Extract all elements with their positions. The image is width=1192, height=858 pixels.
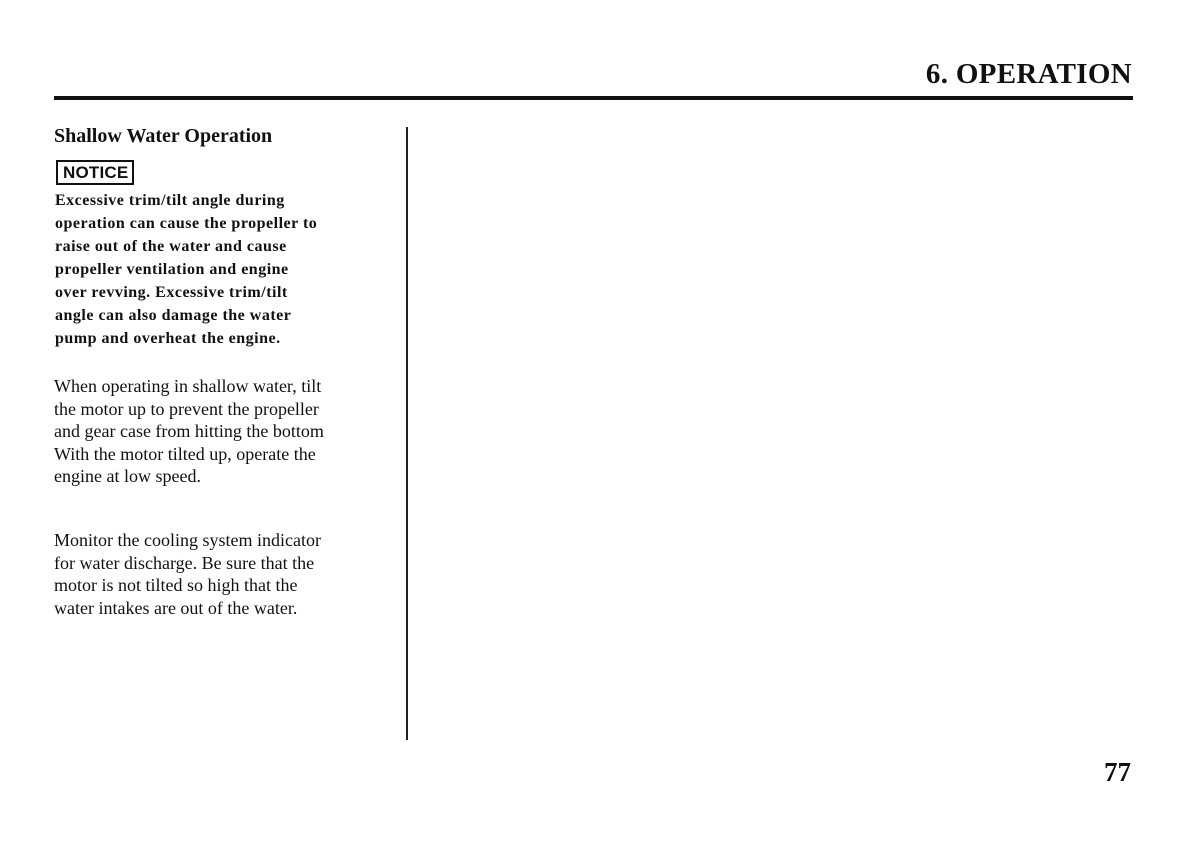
paragraph-line: With the motor tilted up, operate the	[54, 443, 316, 464]
section-title: 6. OPERATION	[925, 58, 1132, 90]
paragraph-line: the motor up to prevent the propeller	[54, 398, 319, 419]
paragraph-line: engine at low speed.	[54, 466, 201, 486]
subsection-heading: Shallow Water Operation	[54, 125, 273, 147]
paragraph-line: motor is not tilted so high that the	[54, 575, 298, 595]
paragraph-line: and gear case from hitting the bottom	[54, 421, 324, 441]
notice-line: Excessive trim/tilt angle during	[55, 192, 285, 209]
notice-line: over revving. Excessive trim/tilt	[55, 284, 288, 301]
header-rule	[54, 96, 1133, 100]
notice-line: raise out of the water and cause	[55, 238, 287, 255]
paragraph-line: for water discharge. Be sure that the	[54, 552, 315, 573]
notice-line: angle can also damage the water	[55, 307, 292, 324]
notice-line: operation can cause the propeller to	[55, 215, 318, 232]
notice-text	[55, 189, 400, 350]
paragraph-line: When operating in shallow water, tilt	[54, 376, 322, 396]
notice-badge: NOTICE	[56, 160, 134, 185]
paragraph-line: Monitor the cooling system indicator	[54, 530, 321, 550]
shallow-water-paragraph	[54, 375, 399, 488]
cooling-monitor-paragraph	[54, 529, 399, 619]
notice-line: pump and overheat the engine.	[55, 330, 281, 347]
paragraph-line: water intakes are out of the water.	[54, 597, 298, 618]
page-number: 77	[1104, 757, 1131, 787]
notice-line: propeller ventilation and engine	[55, 261, 289, 278]
column-divider	[406, 127, 408, 740]
